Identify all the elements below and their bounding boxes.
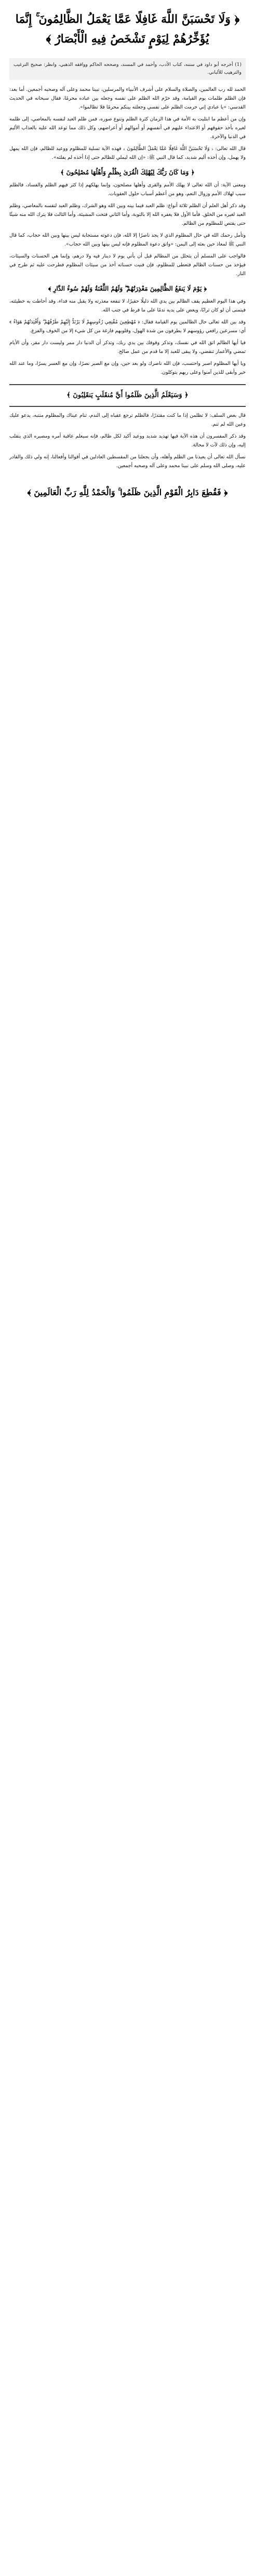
article-body-3 [0,297,255,377]
section-verse-2: ﴿ يَوْمَ لَا يَنفَعُ الظَّالِمِينَ مَعْذِرَتُهُمْ ۖ وَلَهُمُ اللَّعْنَةُ وَلَهُمْ سُوءُ الدَّارِ ﴾ [48,285,207,292]
article-body-4 [0,411,255,470]
paragraph: فالواجب على المسلم أن يتحلل من المظالم قبل أن يأتي يوم لا دينار فيه ولا درهم، وإنما هي الحسنات والسيئات، فيؤخذ من حسنات الظالم فتعطى للمظلوم، فإن فنيت حسناته أخذ من سيئات المظلوم فطرحت عليه ثم طرح في النار. [9,253,246,277]
paragraph: فيا أيها الظالم اتق الله في نفسك، وتذكر وقوفك بين يدي ربك، وتذكر أن الدنيا دار ممر وليست دار مقر، وأن الأيام تمضي والأعمار تنقضي، ولا يبقى للعبد إلا ما قدم من عمل صالح. [9,340,246,355]
section-verse-3: ﴿ وَسَيَعْلَمُ الَّذِينَ ظَلَمُوا أَيَّ مُنقَلَبٍ يَنقَلِبُونَ ﴾ [9,384,246,407]
footnote-box [9,58,246,80]
paragraph: وقد ذكر أهل العلم أن الظلم ثلاثة أنواع: ظلم العبد فيما بينه وبين الله وهو الشرك، وظلم العبد لنفسه بالمعاصي، وظلم العبد لغيره من الخلق. فأما الأول فلا يغفره الله إلا بالتوبة، وأما الثاني فتحت المشيئة، وأما الثالث فلا يترك الله منه شيئًا حتى يقتص للمظلوم من الظالم. [9,203,246,226]
article-body-1 [0,85,255,162]
paragraph: قال الله تعالى: ﴿ وَلَا تَحْسَبَنَّ اللَّهَ غَافِلًا عَمَّا يَعْمَلُ الظَّالِمُونَ ﴾ فهذه الآية تسلية للمظلوم ووعيد للظالم، فإن الله يمهل ولا يهمل، وإن أخذه أليم شديد، كما قال النبي ﷺ: «إن الله ليملي للظالم حتى إذا أخذه لم يفلته». [9,146,246,160]
paragraph: قال بعض السلف: لا تظلمن إذا ما كنت مقتدرًا، فالظلم ترجع عقباه إلى الندم، تنام عيناك والمظلوم منتبه، يدعو عليك وعين الله لم تنم. [9,413,246,427]
verse-calligraphy: ﴿ وَلَا تَحْسَبَنَّ اللَّهَ غَافِلًا عَمَّا يَعْمَلُ الظَّالِمُونَ ۚ إِنَّمَا يُؤَخِّرُهُمْ لِيَوْمٍ تَشْخَصُ فِيهِ الْأَبْصَارُ ﴾ [15,12,240,46]
paragraph: نسأل الله تعالى أن يعيذنا من الظلم وأهله، وأن يجعلنا من المقسطين العادلين في أقوالنا وأفعالنا، إنه ولي ذلك والقادر عليه، وصلى الله وسلم على نبينا محمد وعلى آله وصحبه أجمعين. [9,454,246,469]
paragraph: ويا أيها المظلوم اصبر واحتسب، فإن الله ناصرك ولو بعد حين، وإن مع الصبر نصرًا، وإن مع العسر يسرًا، وما عند الله خير وأبقى للذين آمنوا وعلى ربهم يتوكلون. [9,361,246,375]
paragraph: وقد بين الله تعالى حال الظالمين يوم القيامة فقال: ﴿ مُهْطِعِينَ مُقْنِعِي رُءُوسِهِمْ لَا يَرْتَدُّ إِلَيْهِمْ طَرْفُهُمْ ۖ وَأَفْئِدَتُهُمْ هَوَاءٌ ﴾ أي: مسرعين رافعي رؤوسهم لا يطرفون من شدة الهول، وقلوبهم فارغة من كل شيء إلا من الخوف والفزع. [9,319,246,334]
paragraph: ومعنى الآية: أن الله تعالى لا يهلك الأمم والقرى وأهلها مصلحون، وإنما يهلكهم إذا كثر فيهم الظلم والفساد، فالظلم سبب لهلاك الأمم وزوال النعم، وهو من أعظم أسباب حلول العقوبات. [9,182,246,197]
section-verse-1: ﴿ وَمَا كَانَ رَبُّكَ لِيُهْلِكَ الْقُرَىٰ بِظُلْمٍ وَأَهْلُهَا مُصْلِحُونَ ﴾ [60,169,195,176]
quran-verse-banner [0,0,255,55]
paragraph: وقد ذكر المفسرون أن هذه الآية فيها تهديد شديد ووعيد أكيد لكل ظالم، فإنه سيعلم عاقبة أمره ومصيره الذي ينقلب إليه، وإن ذلك لآت لا محالة. [9,433,246,448]
article-body-2 [0,181,255,278]
paragraph: وتأمل رحمك الله في حال المظلوم الذي لا يجد ناصرًا إلا الله، فإن دعوته مستجابة ليس بينها وبين الله حجاب، كما قال النبي ﷺ لمعاذ حين بعثه إلى اليمن: «واتق دعوة المظلوم فإنه ليس بينها وبين الله حجاب». [9,233,246,247]
article-page [0,0,255,518]
paragraph: وإن من أعظم ما ابتليت به الأمة في هذا الزمان كثرة الظلم وتنوع صوره، فمن ظلم العبد لنفسه بالمعاصي، إلى ظلمه لغيره بأخذ حقوقهم أو الاعتداء عليهم في أنفسهم أو أموالهم أو أعراضهم، وكل ذلك مما توعد الله عليه بالعذاب الأليم في الدنيا والآخرة. [9,116,246,140]
closing-verse: ﴿ فَقُطِعَ دَابِرُ الْقَوْمِ الَّذِينَ ظَلَمُوا ۚ وَالْحَمْدُ لِلَّهِ رَبِّ الْعَالَمِينَ ﴾ [27,487,228,497]
paragraph: وفي هذا اليوم العظيم يقف الظالم بين يدي الله ذليلًا حقيرًا، لا تنفعه معذرته ولا يقبل منه فداء، وقد أحاطت به خطيئته، فيتمنى أن لو كان ترابًا، ويعض على يديه ندمًا على ما فرط في جنب الله. [9,298,246,313]
footnote-text: (1) أخرجه أبو داود في سننه، كتاب الأدب، وأحمد في المسند، وصححه الحاكم ووافقه الذهبي، وانظر: صحيح الترغيب والترهيب للألباني. [14,62,241,75]
paragraph: الحمد لله رب العالمين، والصلاة والسلام على أشرف الأنبياء والمرسلين، نبينا محمد وعلى آله وصحبه أجمعين. أما بعد: فإن الظلم ظلمات يوم القيامة، وقد حرّم الله الظلم على نفسه وجعله بين عباده محرمًا، فقال سبحانه في الحديث القدسي: «يا عبادي إني حرمت الظلم على نفسي وجعلته بينكم محرمًا فلا تظالموا». [9,87,246,110]
